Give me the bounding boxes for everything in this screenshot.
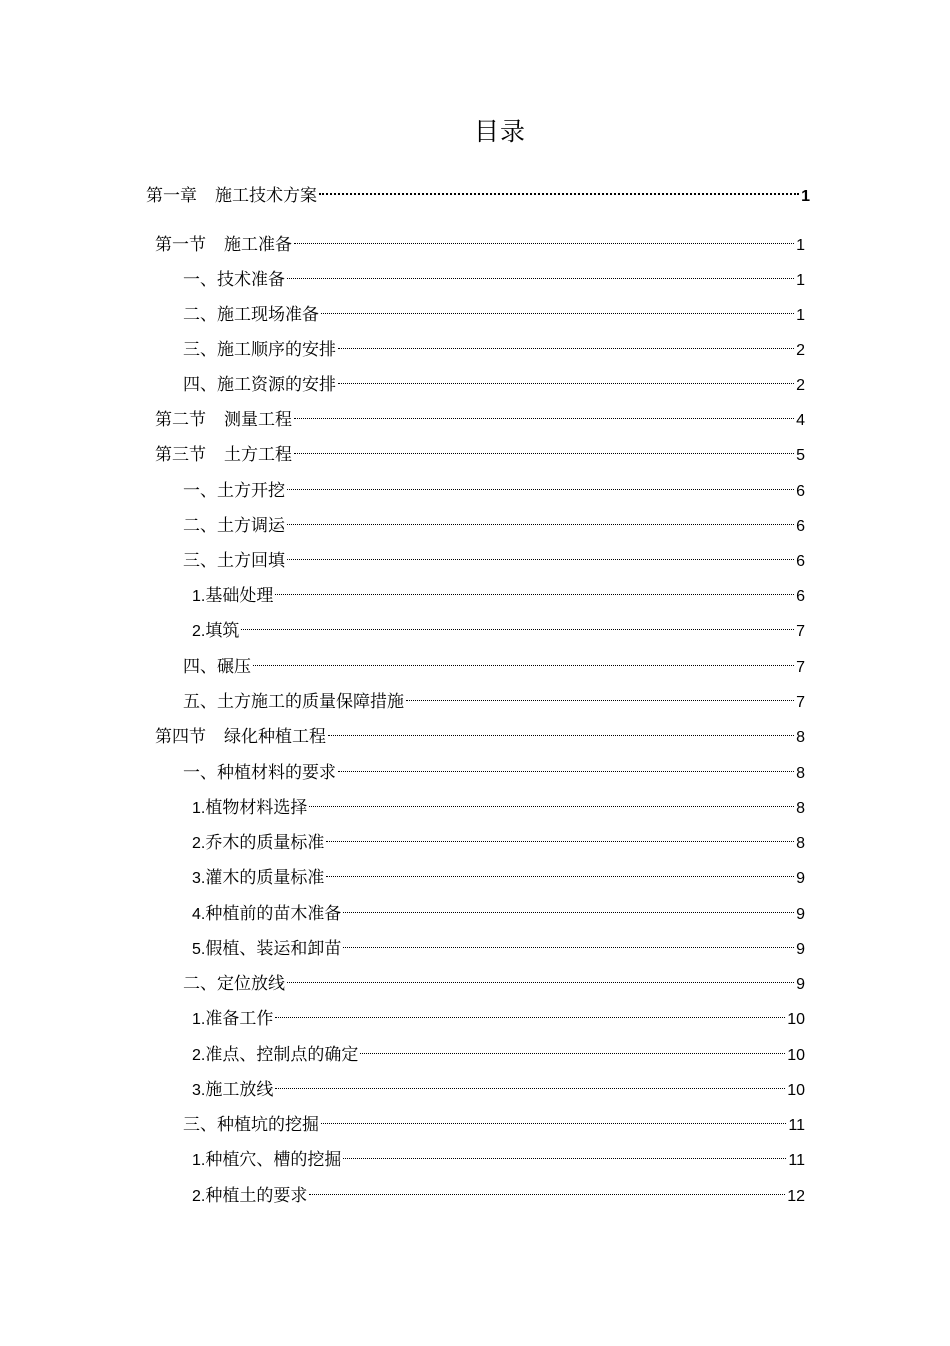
toc-entry-subsection[interactable]: [183, 294, 805, 325]
toc-entry-label: 第一章 施工技术方案: [146, 186, 317, 206]
dot-leader: [287, 470, 794, 496]
toc-page-number: 9: [796, 976, 805, 993]
toc-entry-item[interactable]: [192, 1175, 805, 1206]
dot-leader: [275, 998, 785, 1024]
toc-entry-subsection[interactable]: [183, 681, 805, 712]
toc-page-number: 6: [796, 553, 805, 570]
toc-title: 目录: [473, 117, 526, 146]
toc-entry-subsection[interactable]: [183, 540, 805, 571]
dot-leader: [321, 294, 794, 320]
toc-page-number: 8: [796, 800, 805, 817]
toc-entry-label: 3.施工放线: [192, 1080, 274, 1100]
toc-entry-label: 三、土方回填: [183, 551, 285, 571]
toc-page-number: 4: [796, 412, 805, 429]
toc-page-number: 11: [788, 1117, 805, 1134]
dot-leader: [338, 364, 794, 390]
toc-page-number: 8: [796, 729, 805, 746]
toc-entry-section[interactable]: [155, 224, 805, 255]
toc-entry-item[interactable]: [192, 787, 805, 818]
toc-page-number: 8: [796, 765, 805, 782]
toc-entry-label: 2.准点、控制点的确定: [192, 1045, 359, 1065]
toc-entry-subsection[interactable]: [183, 1104, 805, 1135]
toc-entry-label: 一、技术准备: [183, 270, 285, 290]
dot-leader: [287, 540, 794, 566]
dot-leader: [338, 752, 794, 778]
toc-entry-label: 第一节 施工准备: [155, 235, 292, 255]
toc-entry-label: 1.准备工作: [192, 1009, 274, 1029]
toc-entry-item[interactable]: [192, 857, 805, 888]
dot-leader: [406, 681, 794, 707]
toc-entry-subsection[interactable]: [183, 259, 805, 290]
toc-page-number: 6: [796, 518, 805, 535]
dot-leader: [326, 857, 794, 883]
toc-entry-item[interactable]: [192, 998, 805, 1029]
dot-leader: [253, 646, 794, 672]
toc-page-number: 10: [787, 1047, 805, 1064]
toc-page-number: 10: [787, 1011, 805, 1028]
toc-entry-label: 一、土方开挖: [183, 481, 285, 501]
toc-page-number: 5: [796, 447, 805, 464]
toc-entry-item[interactable]: [192, 575, 805, 606]
toc-entry-label: 一、种植材料的要求: [183, 763, 336, 783]
toc-page-number: 6: [796, 588, 805, 605]
toc-entry-subsection[interactable]: [183, 470, 805, 501]
toc-entry-label: 三、种植坑的挖掘: [183, 1115, 319, 1135]
dot-leader: [275, 575, 794, 601]
toc-entry-label: 四、碾压: [183, 657, 251, 677]
toc-entry-label: 1.基础处理: [192, 586, 274, 606]
toc-page-number: 7: [796, 623, 805, 640]
dot-leader: [343, 928, 794, 954]
dot-leader: [360, 1034, 785, 1060]
toc-entry-label: 1.植物材料选择: [192, 798, 308, 818]
toc-page-number: 7: [796, 694, 805, 711]
dot-leader: [287, 505, 794, 531]
toc-page-number: 2: [796, 377, 805, 394]
dot-leader: [241, 610, 794, 636]
toc-entry-label: 二、施工现场准备: [183, 305, 319, 325]
toc-entry-subsection[interactable]: [183, 646, 805, 677]
toc-entry-label: 2.种植土的要求: [192, 1186, 308, 1206]
toc-entry-item[interactable]: [192, 610, 805, 641]
toc-entry-label: 四、施工资源的安排: [183, 375, 336, 395]
toc-page-number: 10: [787, 1082, 805, 1099]
toc-entry-item[interactable]: [192, 822, 805, 853]
toc-page-number: 12: [787, 1188, 805, 1205]
toc-page-number: 7: [796, 659, 805, 676]
toc-page-number: 1: [801, 188, 810, 205]
toc-entry-label: 二、定位放线: [183, 974, 285, 994]
toc-entry-label: 5.假植、装运和卸苗: [192, 939, 342, 959]
dot-leader: [275, 1069, 785, 1095]
toc-entry-subsection[interactable]: [183, 364, 805, 395]
dot-leader: [287, 259, 794, 285]
toc-entry-label: 2.乔木的质量标准: [192, 833, 325, 853]
toc-entry-label: 2.填筑: [192, 621, 240, 641]
toc-entry-item[interactable]: [192, 1069, 805, 1100]
toc-entry-subsection[interactable]: [183, 505, 805, 536]
toc-page-number: 8: [796, 835, 805, 852]
dot-leader: [328, 716, 794, 742]
toc-entry-label: 3.灌木的质量标准: [192, 868, 325, 888]
toc-entry-label: 第四节 绿化种植工程: [155, 727, 326, 747]
dot-leader: [343, 1139, 786, 1165]
toc-entry-section[interactable]: [155, 434, 805, 465]
toc-entry-section[interactable]: [155, 399, 805, 430]
dot-leader: [309, 787, 794, 813]
toc-page-number: 1: [796, 237, 805, 254]
toc-page-number: 9: [796, 906, 805, 923]
toc-entry-chapter[interactable]: [146, 175, 810, 206]
toc-entry-subsection[interactable]: [183, 963, 805, 994]
toc-page-number: 11: [788, 1152, 805, 1169]
toc-entry-label: 五、土方施工的质量保障措施: [183, 692, 404, 712]
toc-entry-item[interactable]: [192, 928, 805, 959]
toc-page-number: 2: [796, 342, 805, 359]
toc-page-number: 1: [796, 272, 805, 289]
toc-entry-subsection[interactable]: [183, 329, 805, 360]
toc-entry-subsection[interactable]: [183, 752, 805, 783]
toc-entry-label: 第二节 测量工程: [155, 410, 292, 430]
toc-page-number: 9: [796, 870, 805, 887]
toc-entry-section[interactable]: [155, 716, 805, 747]
dot-leader: [319, 175, 799, 201]
toc-entry-label: 1.种植穴、槽的挖掘: [192, 1150, 342, 1170]
toc-entry-item[interactable]: [192, 1034, 805, 1065]
toc-entry-label: 二、土方调运: [183, 516, 285, 536]
toc-entry-label: 4.种植前的苗木准备: [192, 904, 342, 924]
dot-leader: [326, 822, 794, 848]
dot-leader: [321, 1104, 786, 1130]
dot-leader: [294, 224, 794, 250]
dot-leader: [294, 434, 794, 460]
toc-entry-item[interactable]: [192, 893, 805, 924]
toc-entry-item[interactable]: [192, 1139, 805, 1170]
dot-leader: [309, 1175, 785, 1201]
toc-page-number: 9: [796, 941, 805, 958]
dot-leader: [287, 963, 794, 989]
dot-leader: [343, 893, 794, 919]
dot-leader: [294, 399, 794, 425]
toc-entry-label: 三、施工顺序的安排: [183, 340, 336, 360]
toc-page-number: 6: [796, 483, 805, 500]
dot-leader: [338, 329, 794, 355]
toc-entry-label: 第三节 土方工程: [155, 445, 292, 465]
toc-page-number: 1: [796, 307, 805, 324]
